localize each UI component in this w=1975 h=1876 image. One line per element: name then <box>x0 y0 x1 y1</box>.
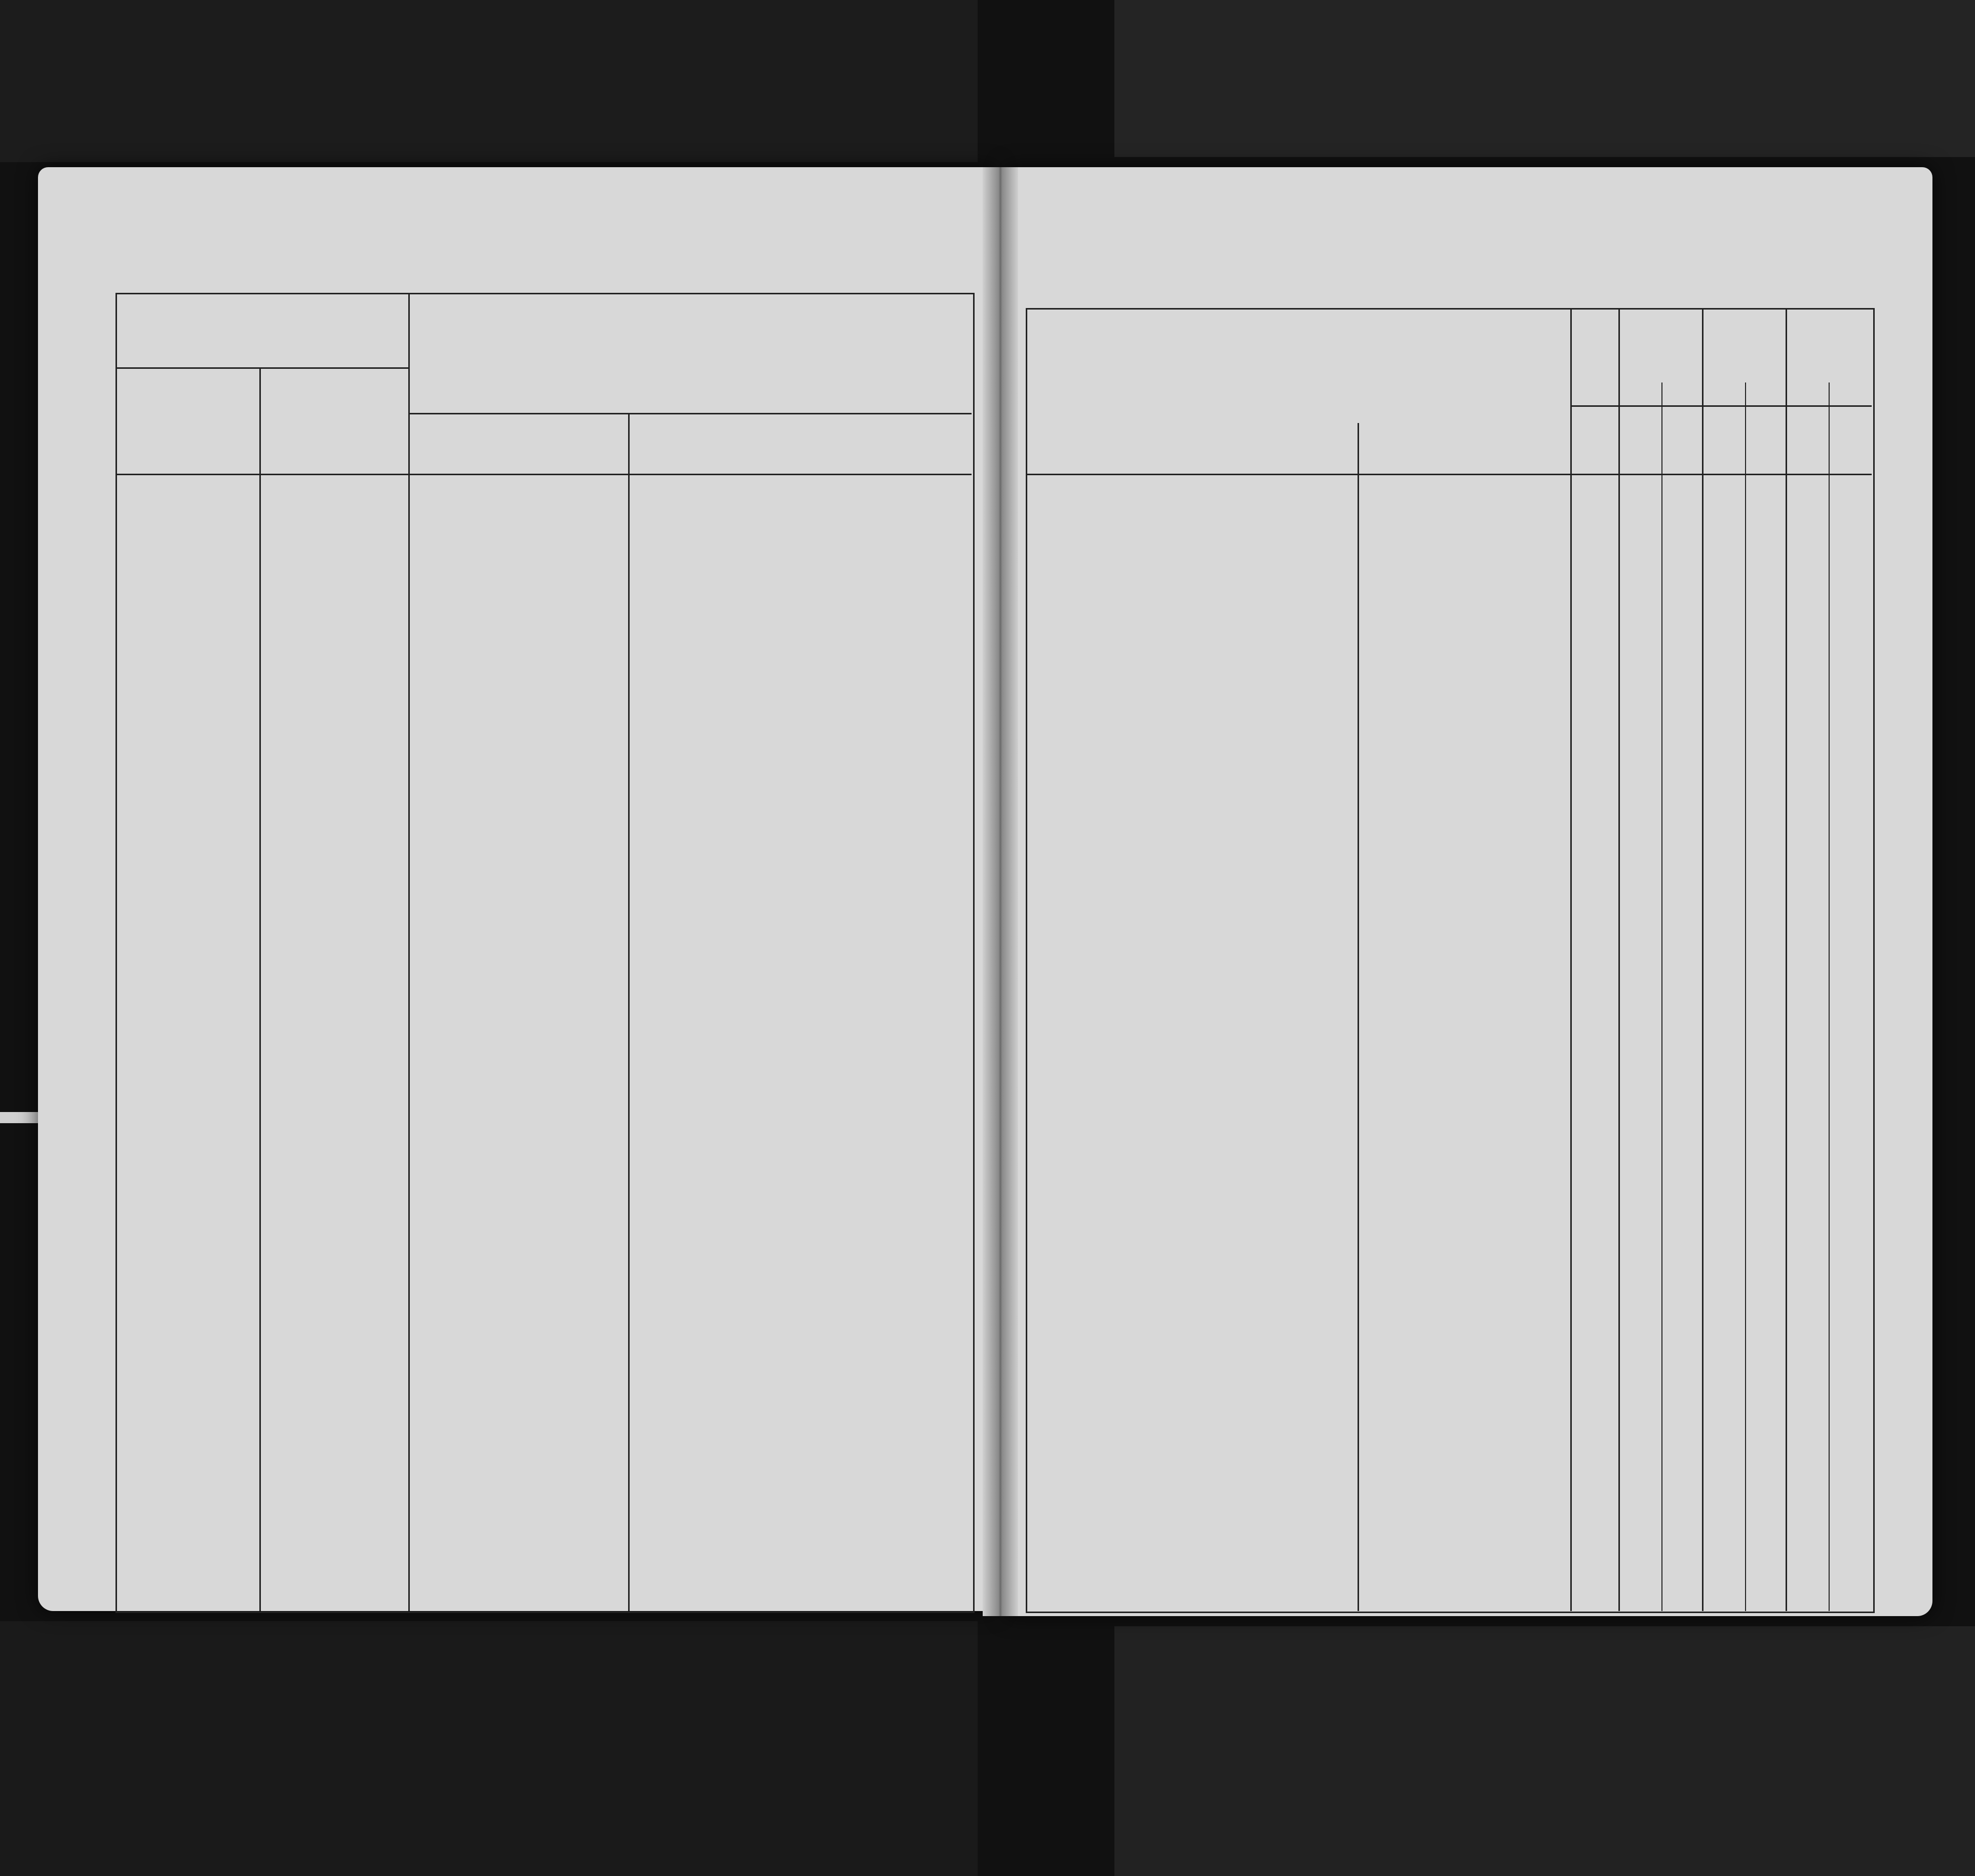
background-top-right <box>1114 0 1975 157</box>
background-bottom-right <box>1114 1626 1975 1876</box>
book-gutter <box>983 167 1018 1616</box>
background-bottom-left <box>0 1621 978 1876</box>
background-top-left <box>0 0 978 162</box>
right-register-table <box>1026 308 1875 1613</box>
left-register-table <box>115 293 975 1613</box>
